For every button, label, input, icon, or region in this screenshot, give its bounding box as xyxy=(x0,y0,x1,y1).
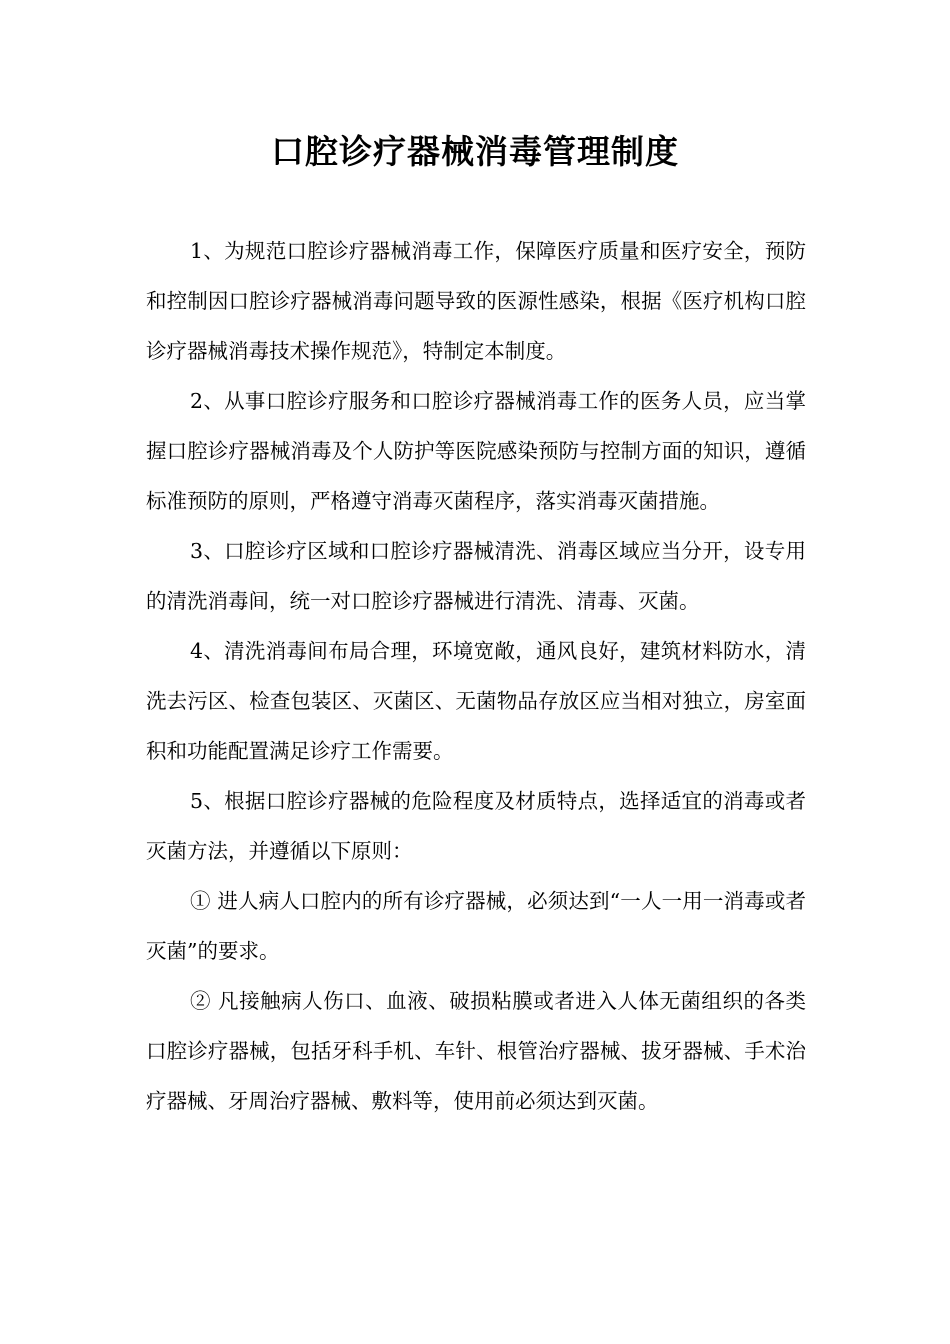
paragraph-5: 5、根据口腔诊疗器械的危险程度及材质特点，选择适宜的消毒或者灭菌方法，并遵循以下原则： xyxy=(146,789,806,863)
paragraph-3: 3、口腔诊疗区域和口腔诊疗器械清洗、消毒区域应当分开，设专用的清洗消毒间，统一对口腔诊疗器械进行清洗、清毒、灭菌。 xyxy=(146,539,806,613)
paragraph-2: 2、从事口腔诊疗服务和口腔诊疗器械消毒工作的医务人员，应当掌握口腔诊疗器械消毒及个人防护等医院感染预防与控制方面的知识，遵循标准预防的原则，严格遵守消毒灭菌程序，落实消毒灭菌措施。 xyxy=(146,389,806,513)
document-title: 口腔诊疗器械消毒管理制度 xyxy=(271,132,679,171)
paragraph-1: 1、为规范口腔诊疗器械消毒工作，保障医疗质量和医疗安全，预防和控制因口腔诊疗器械消毒问题导致的医源性感染，根据《医疗机构口腔诊疗器械消毒技术操作规范》，特制定本制度。 xyxy=(146,239,806,363)
paragraph-5-item-1: ① 进人病人口腔内的所有诊疗器械，必须达到“一人一用一消毒或者灭菌”的要求。 xyxy=(146,889,806,963)
paragraph-4: 4、清洗消毒间布局合理，环境宽敞，通风良好，建筑材料防水，清洗去污区、检查包装区、灭菌区、无菌物品存放区应当相对独立，房室面积和功能配置满足诊疗工作需要。 xyxy=(146,639,806,763)
document-body xyxy=(146,226,806,1126)
paragraph-5-item-2: ② 凡接触病人伤口、血液、破损粘膜或者进入人体无菌组织的各类口腔诊疗器械，包括牙科手机、车针、根管治疗器械、拔牙器械、手术治疗器械、牙周治疗器械、敷料等，使用前必须达到灭菌。 xyxy=(146,989,806,1113)
